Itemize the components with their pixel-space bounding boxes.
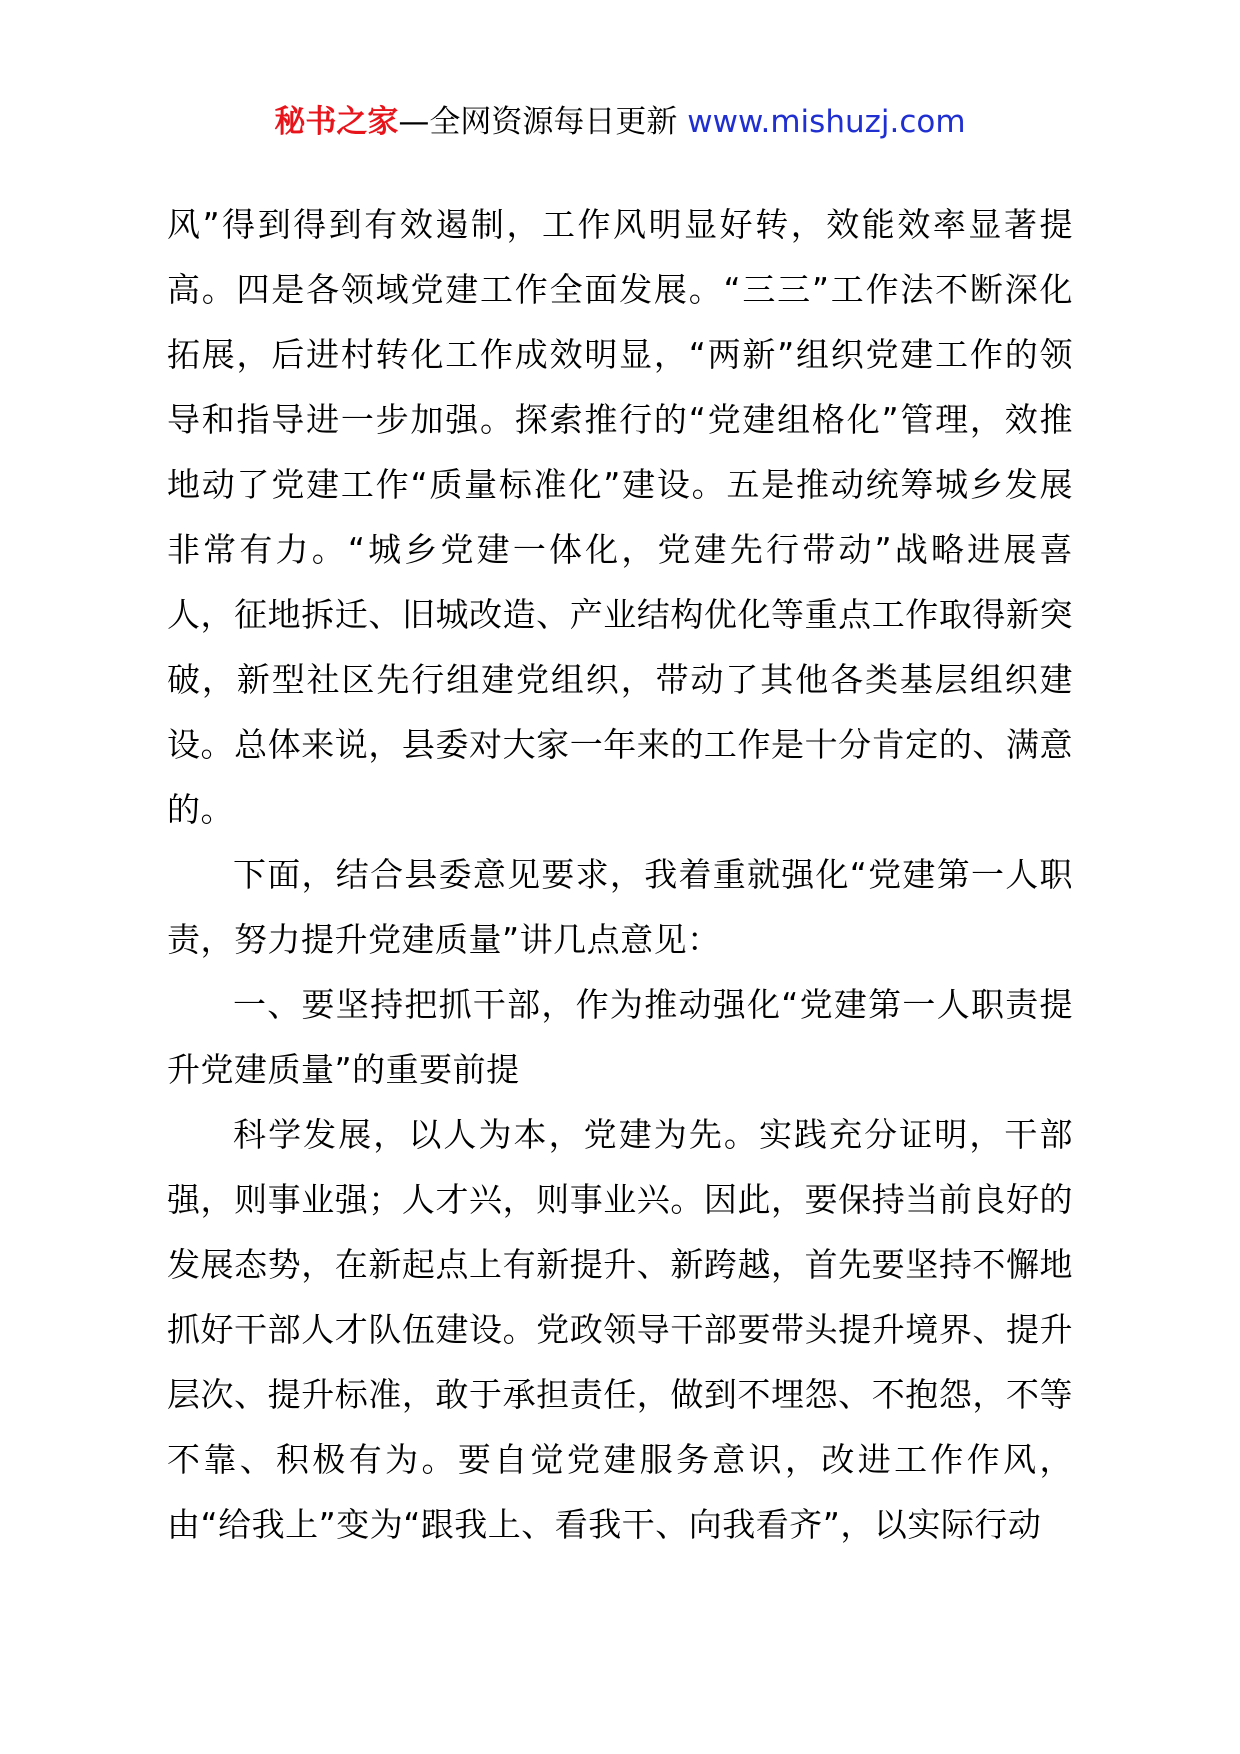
header-tagline: —全网资源每日更新 [398, 104, 688, 140]
paragraph-body: 科学发展，以人为本，党建为先。实践充分证明，干部强，则事业强；人才兴，则事业兴。因此，要保持当前良好的发展态势，在新起点上有新提升、新跨越，首先要坚持不懈地抓好干部人才队伍建设。党政领导干部要带头提升境界、提升层次、提升标准，敢于承担责任，做到不埋怨、不抱怨，不等不靠、积极有为。要自觉党建服务意识，改进工作作风，由“给我上”变为“跟我上、看我干、向我看齐”，以实际行动 [167, 1115, 1073, 1544]
section-heading: 一、要坚持把抓干部，作为推动强化“党建第一人职责提升党建质量”的重要前提 [167, 985, 1073, 1089]
page-header [0, 100, 1240, 144]
brand-name: 秘书之家 [274, 104, 399, 140]
document-body [167, 192, 1073, 1557]
paragraph-intro: 下面，结合县委意见要求，我着重就强化“党建第一人职责，努力提升党建质量”讲几点意见： [167, 855, 1073, 959]
site-url-link[interactable]: www.mishuzj.com [687, 104, 966, 140]
paragraph-continued: 风”得到得到有效遏制，工作风明显好转，效能效率显著提高。四是各领域党建工作全面发展。“三三”工作法不断深化拓展，后进村转化工作成效明显，“两新”组织党建工作的领导和指导进一步加强。探索推行的“党建组格化”管理，效推地动了党建工作“质量标准化”建设。五是推动统筹城乡发展非常有力。“城乡党建一体化，党建先行带动”战略进展喜人，征地拆迁、旧城改造、产业结构优化等重点工作取得新突破，新型社区先行组建党组织，带动了其他各类基层组织建设。总体来说，县委对大家一年来的工作是十分肯定的、满意的。 [167, 205, 1073, 829]
